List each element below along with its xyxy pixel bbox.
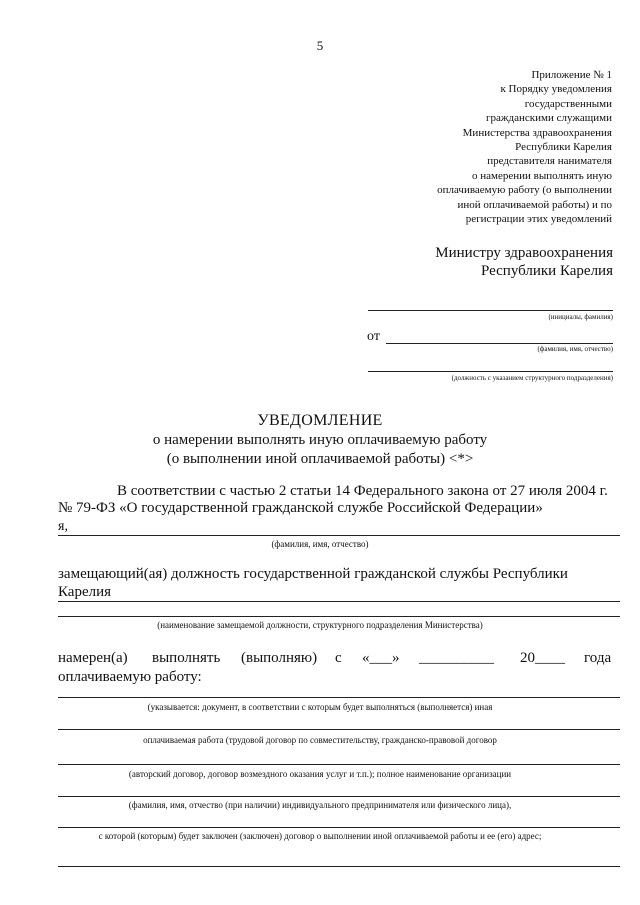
law-reference-line2: № 79-ФЗ «О государственной гражданской службе Российской Федерации» (58, 500, 543, 516)
work-caption: (указывается: документ, в соответствии с которым будет выполняться (выполняется) иная (147, 702, 493, 712)
work-caption: (фамилия, имя, отчество (при наличии) индивидуального предпринимателя или физического лица), (128, 800, 512, 810)
work-caption: оплачиваемая работа (трудовой договор по совместительству, гражданско-правовой договор (143, 735, 497, 745)
appendix-line: иной оплачиваемой работы) и по (457, 198, 612, 211)
page-number: 5 (316, 38, 324, 53)
start-day-field[interactable]: «___» (362, 650, 400, 666)
position-full-caption: (наименование замещаемой должности, структурного подразделения Министерства) (157, 620, 483, 630)
appendix-line: оплачиваемую работу (о выполнении (437, 184, 612, 197)
i-label: я, (58, 519, 68, 534)
start-year-field[interactable]: 20____ (520, 650, 565, 666)
work-caption: (авторский договор, договор возмездного оказания услуг и т.п.); полное наименование организации (128, 769, 512, 779)
intend-word: намерен(а) (58, 650, 128, 666)
intend-word: (выполняю) (241, 650, 318, 666)
work-field-line[interactable] (58, 796, 620, 797)
appendix-line: к Порядку уведомления (500, 83, 612, 96)
appendix-line: государственными (524, 97, 612, 110)
addressee-block (373, 244, 613, 280)
appendix-line: регистрации этих уведомлений (465, 213, 612, 226)
initials-field-line[interactable] (368, 310, 613, 311)
position-fill-line1[interactable] (58, 601, 620, 602)
position-fill-line2[interactable] (58, 616, 620, 617)
fullname-caption: (фамилия, имя, отчество) (537, 345, 613, 353)
appendix-line: Министерства здравоохранения (462, 126, 612, 139)
document-subtitle-line2: (о выполнении иной оплачиваемой работы) <*> (166, 451, 474, 467)
intend-line2: оплачиваемую работу: (58, 669, 202, 685)
fio-caption: (фамилия, имя, отчество) (271, 539, 369, 549)
intend-word: выполнять (152, 650, 221, 666)
fio-field-line[interactable] (58, 535, 620, 536)
position-text-line1: замещающий(ая) должность государственной гражданской службы Республики (58, 566, 568, 582)
intend-word: года (584, 650, 612, 666)
addressee-line1: Министру здравоохранения (435, 245, 613, 261)
position-caption: (должность с указанием структурного подразделения) (451, 374, 613, 382)
work-field-line[interactable] (58, 697, 620, 698)
work-field-line[interactable] (58, 729, 620, 730)
addressee-line2: Республики Карелия (480, 263, 613, 279)
position-field-line[interactable] (368, 371, 613, 372)
document-subtitle-line1: о намерении выполнять иную оплачиваемую работу (152, 432, 488, 448)
appendix-line: гражданскими служащими (486, 112, 612, 125)
appendix-line: Республики Карелия (515, 141, 612, 154)
law-reference-line1: В соответствии с частью 2 статьи 14 Федерального закона от 27 июля 2004 г. (117, 483, 608, 499)
work-field-line[interactable] (58, 866, 620, 867)
appendix-line: Приложение № 1 (531, 69, 612, 81)
appendix-line: о намерении выполнять иную (472, 169, 612, 182)
from-fullname-field-line[interactable] (386, 343, 613, 344)
appendix-line: представителя нанимателя (487, 155, 612, 168)
from-label: от (367, 329, 380, 344)
work-field-line[interactable] (58, 827, 620, 828)
start-month-field[interactable]: __________ (419, 650, 494, 666)
appendix-block (372, 68, 612, 226)
position-text-line2: Карелия (58, 584, 112, 600)
intend-word: с (335, 650, 342, 666)
document-title: УВЕДОМЛЕНИЕ (257, 412, 383, 429)
initials-caption: (инициалы, фамилия) (548, 313, 613, 321)
work-caption: с которой (которым) будет заключен (заключен) договор о выполнении иной оплачиваемой работы и ее (его) адрес; (98, 831, 542, 841)
work-field-line[interactable] (58, 764, 620, 765)
